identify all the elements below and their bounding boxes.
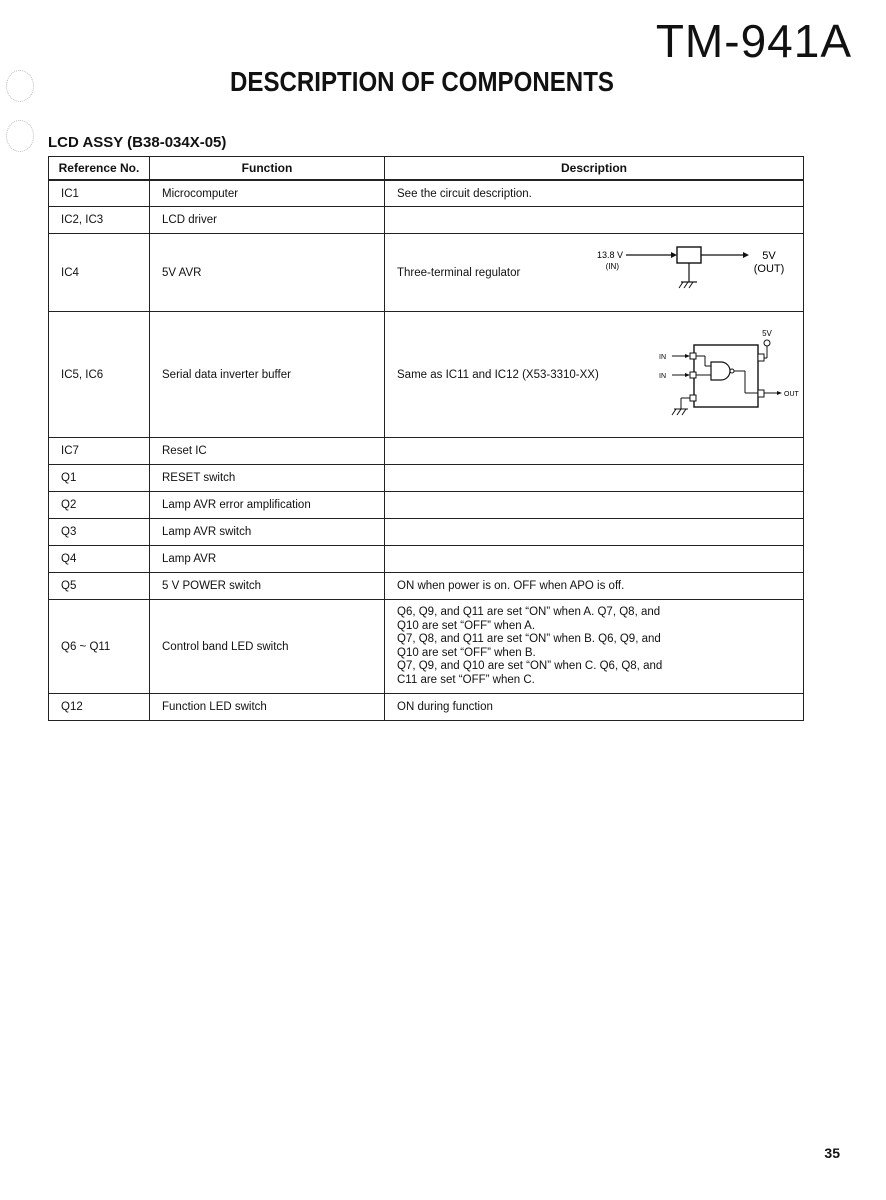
reference-cell: Q12 xyxy=(49,694,150,721)
regulator-diagram xyxy=(593,242,803,304)
description-cell xyxy=(385,492,804,519)
description-cell xyxy=(385,519,804,546)
description-cell xyxy=(385,207,804,234)
description-text: Same as IC11 and IC12 (X53-3310-XX) xyxy=(397,368,599,381)
function-cell: Lamp AVR switch xyxy=(150,519,385,546)
reference-cell: Q2 xyxy=(49,492,150,519)
reference-cell: Q5 xyxy=(49,573,150,600)
description-cell xyxy=(385,438,804,465)
buffer-out-label: OUT xyxy=(784,390,799,398)
section-title: LCD ASSY (B38-034X-05) xyxy=(48,134,227,151)
description-cell xyxy=(385,465,804,492)
description-cell xyxy=(385,600,804,694)
description-line: Q7, Q9, and Q10 are set “ON” when C. Q6, Q8, and xyxy=(397,660,663,672)
description-lines xyxy=(397,606,803,687)
inverter-buffer-diagram xyxy=(643,325,803,425)
function-cell: 5V AVR xyxy=(150,234,385,312)
table-row xyxy=(49,694,804,721)
description-cell xyxy=(385,546,804,573)
function-cell: LCD driver xyxy=(150,207,385,234)
table-row xyxy=(49,519,804,546)
function-cell: Lamp AVR error amplification xyxy=(150,492,385,519)
description-text: Three-terminal regulator xyxy=(397,266,521,279)
description-line: Q10 are set “OFF” when A. xyxy=(397,619,536,632)
table-row xyxy=(49,207,804,234)
table-row xyxy=(49,465,804,492)
binder-hole-mark xyxy=(6,70,34,102)
table-header-row xyxy=(49,157,804,181)
table-row xyxy=(49,492,804,519)
reference-cell: Q6 ~ Q11 xyxy=(49,600,150,694)
components-table xyxy=(48,156,804,721)
function-cell: Lamp AVR xyxy=(150,546,385,573)
reference-cell: Q3 xyxy=(49,519,150,546)
page-number: 35 xyxy=(824,1145,840,1161)
description-cell xyxy=(385,234,804,312)
inverter-buffer-schematic-icon xyxy=(643,325,803,425)
reference-cell: IC1 xyxy=(49,180,150,207)
reference-cell: IC4 xyxy=(49,234,150,312)
table-row xyxy=(49,546,804,573)
reference-cell: Q1 xyxy=(49,465,150,492)
function-cell: Serial data inverter buffer xyxy=(150,312,385,438)
table-row xyxy=(49,438,804,465)
table-row xyxy=(49,312,804,438)
reference-cell: IC2, IC3 xyxy=(49,207,150,234)
description-cell: ON when power is on. OFF when APO is off. xyxy=(385,573,804,600)
function-cell: RESET switch xyxy=(150,465,385,492)
model-number: TM-941A xyxy=(655,15,852,67)
description-line: C11 are set “OFF” when C. xyxy=(397,673,535,686)
table-row xyxy=(49,573,804,600)
description-cell xyxy=(385,312,804,438)
description-cell: ON during function xyxy=(385,694,804,721)
description-line: Q10 are set “OFF” when B. xyxy=(397,646,536,659)
buffer-in2-label: IN xyxy=(659,372,666,380)
table-row xyxy=(49,600,804,694)
table-row xyxy=(49,234,804,312)
reference-cell: IC5, IC6 xyxy=(49,312,150,438)
reference-cell: IC7 xyxy=(49,438,150,465)
regulator-in-voltage: 13.8 V xyxy=(596,249,623,260)
function-cell: 5 V POWER switch xyxy=(150,573,385,600)
table-row xyxy=(49,180,804,207)
buffer-in1-label: IN xyxy=(659,353,666,361)
column-header-description: Description xyxy=(385,157,804,181)
regulator-schematic-icon xyxy=(593,242,803,304)
description-cell: See the circuit description. xyxy=(385,180,804,207)
function-cell: Microcomputer xyxy=(150,180,385,207)
function-cell: Function LED switch xyxy=(150,694,385,721)
reference-cell: Q4 xyxy=(49,546,150,573)
column-header-function: Function xyxy=(150,157,385,181)
column-header-reference: Reference No. xyxy=(49,157,150,181)
page-title: DESCRIPTION OF COMPONENTS xyxy=(230,66,614,97)
function-cell: Control band LED switch xyxy=(150,600,385,694)
description-line: Q6, Q9, and Q11 are set “ON” when A. Q7, Q8, and xyxy=(397,606,661,618)
regulator-in-label: (IN) xyxy=(605,261,619,271)
binder-hole-mark xyxy=(6,120,34,152)
description-line: Q7, Q8, and Q11 are set “ON” when B. Q6, Q9, and xyxy=(397,633,661,645)
regulator-out-voltage: 5V xyxy=(762,249,776,262)
regulator-out-label: (OUT) xyxy=(753,262,785,275)
buffer-vcc-label: 5V xyxy=(762,328,772,338)
function-cell: Reset IC xyxy=(150,438,385,465)
